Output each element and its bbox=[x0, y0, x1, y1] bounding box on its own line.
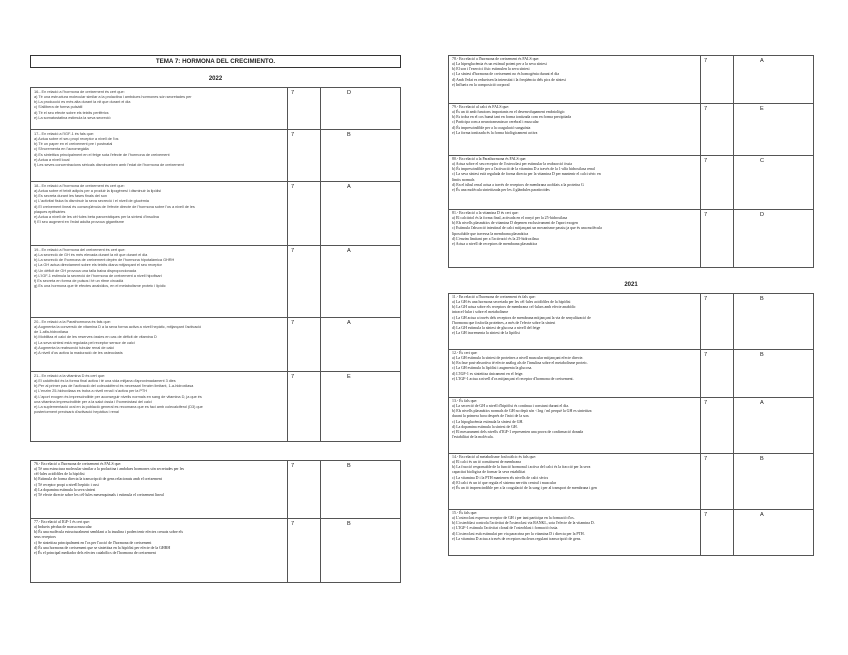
question-line: c) L'activitat física fa disminuir la seva secreció i el nivell de glucèmia bbox=[34, 198, 149, 204]
question-topic-number: 7 bbox=[288, 246, 321, 318]
question-line: b) La GH actua sobre els receptors de membrana cel·lulars amb efecte anabòlic bbox=[452, 305, 576, 310]
answer-letter: B bbox=[734, 454, 814, 510]
question-line: d) Es sintetitza principalment en el fetge sota l'efecte de l'hormona de creixement bbox=[34, 151, 170, 157]
question-row bbox=[31, 461, 401, 519]
question-line: 20.- En relació a la Parathormona és fals que: bbox=[34, 319, 111, 324]
question-line: d) L'aport exogen és imprescindible per aconseguir nivells normals en sang de vitamina D, ja que és bbox=[34, 393, 202, 399]
question-text bbox=[449, 156, 701, 210]
question-topic-number: 7 bbox=[701, 210, 734, 268]
question-row bbox=[449, 56, 814, 104]
questions-table-continued bbox=[448, 55, 814, 268]
question-line: e) La forma ionitzada és la forma biològicament activa bbox=[452, 130, 538, 135]
question-line: c) Se sintetitza principalment en l'os per l'acció de l'hormona de creixement bbox=[34, 540, 152, 545]
question-line: f) Es secreta en forma de pulsos i té un ritme circadià bbox=[34, 277, 124, 283]
question-line: d) És imprescindible per a la coagulació sanguínia bbox=[452, 125, 531, 130]
question-line: c) La GH actua directament sobre els teixits diana mitjançant el seu receptor bbox=[34, 262, 162, 268]
question-line: e) La vitamina D actua a través de receptors nuclears regulant transcripció de gens. bbox=[452, 536, 582, 541]
question-line: d) La dopamina estimula la síntesi de GH. bbox=[452, 424, 518, 429]
question-line: c) S'allibera de forma pulsàtil bbox=[34, 104, 83, 110]
question-topic-number: 7 bbox=[288, 318, 321, 372]
question-line: b) La producció es més alta durant la nit que durant el dia bbox=[34, 99, 131, 105]
question-line: c) Participa com a neurotransmissor cerebral i muscular bbox=[452, 120, 539, 125]
question-line: a) Augmenta la conversió de vitamina D a la seva forma activa a nivell hepàtic, mitjançant l'activació bbox=[34, 324, 202, 330]
questions-table-2021 bbox=[448, 293, 814, 556]
question-row bbox=[449, 104, 814, 156]
question-row bbox=[31, 519, 401, 583]
question-line: a) L'osteoclast expressa receptor de GH i per tant participa en la formació d'os. bbox=[452, 516, 575, 521]
question-row bbox=[449, 510, 814, 556]
question-topic-number: 7 bbox=[701, 510, 734, 556]
question-line: durant la primera hora després de l'inici de la son. bbox=[452, 414, 530, 419]
question-topic-number: 7 bbox=[288, 372, 321, 442]
question-line: e) El mesurament dels nivells d'IGF-1 representen una prova de confirmació donada bbox=[452, 429, 584, 434]
question-text bbox=[31, 461, 288, 519]
question-line: 12.- És cert que: bbox=[452, 351, 478, 355]
question-line: g) Es una hormona que té efectes anabòlics, en el metabolisme proteic i lipídic bbox=[34, 283, 166, 289]
question-text bbox=[31, 130, 288, 182]
question-text bbox=[31, 88, 288, 130]
answer-letter: A bbox=[321, 246, 401, 318]
question-line: e) Actua a nivell local bbox=[34, 156, 70, 162]
question-line: d) Té el seu efecte sobre els teixits perifèrics bbox=[34, 109, 109, 115]
question-topic-number: 7 bbox=[288, 519, 321, 583]
question-line: l'hormona que fosforila proteïnes, a més de l'efecte sobre la síntesi bbox=[452, 320, 556, 325]
question-line: f) Les seves concentracions séricals disminueixen amb l'edat de l'hormona de creixement bbox=[34, 161, 184, 167]
question-line: d) L'enzim limitant per a l'activació és la 25-hidroxilasa bbox=[452, 236, 539, 241]
question-text bbox=[31, 519, 288, 583]
question-line: e) Té efecte directe sobre les cèl·lules mesenquimals i estimula el creixement lineal bbox=[34, 492, 164, 497]
question-line: 13.- És fals que: bbox=[452, 399, 478, 403]
question-line: una vitamina imprescindible per a la salut òssia i l'homeòstasi del calci bbox=[34, 398, 152, 404]
answer-letter: E bbox=[321, 372, 401, 442]
left-rows-b bbox=[31, 461, 401, 583]
question-row bbox=[31, 318, 401, 372]
question-line: e) La somatostatina estimula la seva secreció bbox=[34, 114, 111, 120]
question-line: a) El calcitriol és la forma final, activada en el ronyó per la 25-hidroxilasa bbox=[452, 216, 568, 221]
question-line: 17.- En relació a l'IGF-1 és fals que: bbox=[34, 131, 95, 136]
question-line: d) En el túbul renal actua a través de receptors de membrana acoblats a la proteïna G bbox=[452, 182, 584, 187]
answer-letter: D bbox=[734, 210, 814, 268]
question-line: a) És un ió amb funcions importants en el desenvolupament embriològic bbox=[452, 110, 565, 115]
question-topic-number: 7 bbox=[288, 130, 321, 182]
questions-table-2022 bbox=[30, 87, 401, 442]
question-line: e) L'IGF-1 estimula la secreció de l'hormona de creixement a nivell hipofisari bbox=[34, 272, 162, 278]
question-line: b) Estimula de forma directa la transcripció de gens relacionats amb el creixement bbox=[34, 477, 162, 482]
question-topic-number: 7 bbox=[288, 182, 321, 246]
question-line: 14.- En relació al metabolisme fosfocàlcic és fals que: bbox=[452, 455, 537, 459]
question-text bbox=[449, 210, 701, 268]
question-text bbox=[31, 318, 288, 372]
question-line: e) És una molècula sintetitzada per les 4 glàndules paratiroides bbox=[452, 187, 550, 192]
answer-letter: A bbox=[734, 56, 814, 104]
question-line: 76.- En relació a l'hormona de creixement és FALS que: bbox=[34, 462, 122, 466]
question-topic-number: 7 bbox=[701, 294, 734, 350]
question-text bbox=[449, 510, 701, 556]
question-topic-number: 7 bbox=[701, 350, 734, 398]
question-topic-number: 7 bbox=[288, 88, 321, 130]
question-line: 81.- En relació a la vitamina D és cert que: bbox=[452, 211, 519, 215]
answer-letter: A bbox=[321, 318, 401, 372]
question-line: d) L'IGF-1 es sintetitza únicament en el fetge. bbox=[452, 371, 524, 376]
question-line: f) El seu augment en l'edat adulta provoca gigantisme bbox=[34, 219, 125, 225]
question-line: a) Indueix pèrdua de massa muscular bbox=[34, 525, 92, 530]
question-row bbox=[449, 454, 814, 510]
question-topic-number: 7 bbox=[701, 104, 734, 156]
right-exam-page bbox=[448, 55, 814, 556]
answer-letter: A bbox=[734, 398, 814, 454]
question-row bbox=[31, 246, 401, 318]
question-topic-number: 7 bbox=[701, 56, 734, 104]
answer-letter: A bbox=[734, 510, 814, 556]
question-topic-number: 7 bbox=[288, 461, 321, 519]
question-line: a) Actua sobre el teixit adipós per a produir la lipogènesi i disminuir la lipòlisi bbox=[34, 188, 161, 194]
question-line: 16.- En relació a l'hormona de creixement és cert que: bbox=[34, 89, 125, 94]
question-row bbox=[449, 210, 814, 268]
question-line: intracel·lular i sobre el metabolisme bbox=[452, 310, 509, 315]
question-line: a) La hiperglucèmia és un estímul potent per a la seva síntesi bbox=[452, 62, 547, 67]
question-line: b) L'osteoblast controla l'activitat de l'osteoclast via RANKL, sota l'efecte de la vitamina D. bbox=[452, 521, 595, 526]
question-line: e) A nivell d'os activa la maduració de les osteoclasts bbox=[34, 349, 123, 355]
question-line: c) La seva síntesi està regulada de forma directa per la vitamina D per mantenir el calci sèric en bbox=[452, 172, 601, 177]
page-title: TEMA 7: HORMONA DEL CRECIMIENTO. bbox=[30, 55, 401, 68]
question-line: d) El creixement lineal és conseqüència de l'efecte directe de l'hormona sobre l'os a nivell de les bbox=[34, 203, 195, 209]
question-line: d) Amb l'edat es redueixen la intensitat i la freqüència dels pics de síntesi bbox=[452, 77, 566, 82]
question-line: 18.- En relació a l'hormona de creixement és cert que: bbox=[34, 183, 125, 188]
question-line: c) Estimula l'absorció intestinal de calci mitjançant un mecanisme passiu ja que és una molècula bbox=[452, 226, 602, 231]
question-line: a) Actua sobre el seu receptor de l'osteoclast per estimular la reabsorció òssia bbox=[452, 162, 572, 167]
question-topic-number: 7 bbox=[701, 454, 734, 510]
question-line: a) Té una estructura molecular similar a la prolactina i ambdues hormones són secretades per bbox=[34, 94, 192, 100]
question-line: 77.- En relació al IGF-1 és cert que: bbox=[34, 520, 90, 524]
question-line: b) Els nivells plasmàtics de vitamina D depenen exclusivament de l'aport exogen bbox=[452, 221, 578, 226]
question-line: c) La hipoglucèmia estimula la síntesi de GH. bbox=[452, 419, 524, 424]
question-line: e) Actua a nivell de receptors de membrana plasmàtica bbox=[452, 241, 538, 246]
question-line: b) Té un paper en el creixement pre i postnatal bbox=[34, 141, 113, 147]
question-line: a) La secreció de GH a nivell d'hipòfisi és contínua i constant durant el dia. bbox=[452, 404, 570, 409]
question-line: b) És imprescindible per a l'activació de la vitamina D a través de la 1-alfa hidroxilasa renal bbox=[452, 167, 595, 172]
question-line: d) Augmenta la reabsorció tubular renal de calci bbox=[34, 344, 114, 350]
question-line: 19.- En relació a l'hormona del creixement és cert que: bbox=[34, 247, 126, 252]
question-line: 79.- En relació al calci és FALS que: bbox=[452, 105, 510, 109]
question-line: c) La GH estimula la lipòlisi i augmenta la glucosa. bbox=[452, 366, 533, 371]
question-line: d) La dopamina estimula la seva síntesi bbox=[34, 487, 96, 492]
question-row bbox=[449, 350, 814, 398]
question-line: b) Es troba en el cos humà tant en forma ionitzada com en forma precipitada bbox=[452, 115, 572, 120]
answer-letter: B bbox=[734, 350, 814, 398]
question-line: c) L'enzim 25-hidroxilasa es troba a nivell renal i s'activa per la PTH bbox=[34, 388, 147, 394]
question-row bbox=[31, 88, 401, 130]
question-line: c) La síntesi d'hormona de creixement no és homogènia durant el dia bbox=[452, 72, 560, 77]
question-line: posteriorment precisarà d'activació hepàtica i renal bbox=[34, 409, 119, 415]
question-line: a) El calci és un ió constituent de membrana bbox=[452, 460, 521, 465]
question-topic-number: 7 bbox=[701, 398, 734, 454]
question-line: d) Un dèficit de GH provoca una talla baixa disproporcionada bbox=[34, 267, 137, 273]
question-line: e) És el principal mediador dels efectes catabòlics de l'hormona de creixement bbox=[34, 550, 156, 555]
question-line: b) La fracció responsable de la funció hormonal i activa del calci és la fracció per la seva bbox=[452, 465, 591, 470]
right-rows-bottom bbox=[449, 294, 814, 556]
left-rows-a bbox=[31, 88, 401, 442]
question-text bbox=[449, 398, 701, 454]
question-topic-number: 7 bbox=[701, 156, 734, 210]
question-line: e) La suplementació oral en la població general es recomana que es faci amb colecalciferol (D3) que bbox=[34, 403, 203, 409]
question-line: c) La vitamina D i la PTH mantenen els nivells de calci sèrics bbox=[452, 475, 549, 480]
question-line: d) L'osteoclast està estimulat per via paracrina per la vitamina D i directa per la PTH. bbox=[452, 531, 585, 536]
question-line: d) El calci és un ió que regula el sistema nerviós central i muscular bbox=[452, 480, 557, 485]
question-line: d) La GH estimula la síntesi de glucosa a nivell del fetge bbox=[452, 325, 541, 330]
question-row bbox=[449, 294, 814, 350]
question-line: c) L'IGF-1 estimula l'activitat clonal de l'osteoblast i formació òssia. bbox=[452, 526, 559, 531]
question-line: b) Per al primer pas de l'activació del colecalciferol és necessari l'enzim limitant, 1-a-hidroxilasa bbox=[34, 383, 194, 389]
question-line: 78.- En relació a l'hormona de creixement és FALS que: bbox=[452, 57, 540, 61]
answer-letter: C bbox=[734, 156, 814, 210]
question-line: cèl·lules acidòfiles de la hipòfisi bbox=[34, 472, 85, 477]
question-line: capacitat biològica de formar la seva estabilitat bbox=[452, 470, 526, 475]
question-row bbox=[31, 130, 401, 182]
question-line: 11.- En relació a l'hormona de creixement és fals que: bbox=[452, 295, 536, 299]
question-line: a) La GH estimula la síntesi de proteïnes a nivell muscular mitjançant efecte directe. bbox=[452, 356, 584, 361]
answer-letter: B bbox=[321, 519, 401, 583]
question-line: b) Es secreta durant les fases finals del son bbox=[34, 193, 108, 199]
question-line: l'estabilitat de la molècula. bbox=[452, 435, 494, 440]
question-line: a) La secreció de GH és més elevada durant la nit que durant el dia bbox=[34, 252, 148, 258]
question-line: 80.- En relació a la Parathormona és FALS que: bbox=[452, 157, 527, 161]
question-line: b) En fase post-absortiva té efecte anàlog als de l'insulina sobre el metabolisme proteic. bbox=[452, 361, 588, 366]
question-text bbox=[449, 104, 701, 156]
question-line: b) Mobilitza el calci de les reserves òssies en cas de dèficit de vitamina D bbox=[34, 334, 157, 340]
question-row bbox=[449, 398, 814, 454]
question-line: e) L'IGF-1 actua a nivell d'os mitjançant el receptor d'hormona de creixement. bbox=[452, 376, 574, 381]
question-line: a) El calcifediol és la forma final activa i té una vida mitjana d'aproximadament 3 dies bbox=[34, 378, 176, 384]
left-exam-page bbox=[30, 55, 401, 583]
question-line: c) La GH actua a través dels receptors de membrana mitjançant la via de senyalització de bbox=[452, 315, 591, 320]
question-text bbox=[449, 454, 701, 510]
question-line: c) Té receptor propi a nivell hepàtic i ossi bbox=[34, 482, 99, 487]
question-line: d) És una hormona de creixement que se sintetitza en la hipòfisi per efecte de la GHRH bbox=[34, 545, 171, 550]
answer-letter: D bbox=[321, 88, 401, 130]
answer-letter: B bbox=[734, 294, 814, 350]
question-text bbox=[31, 182, 288, 246]
question-line: a) Actua sobre el seu propi receptor a nivell de l'os bbox=[34, 136, 119, 142]
answer-letter: A bbox=[321, 182, 401, 246]
question-line: b) És una molècula estructuralment semblant a la insulina i poden tenir efectes creuats sobre els bbox=[34, 530, 183, 535]
question-line: 21.- En relació a la vitamina D és cert que: bbox=[34, 373, 106, 378]
question-line: límits normals bbox=[452, 177, 475, 182]
question-line: plaques epifisàries bbox=[34, 208, 66, 214]
question-text bbox=[449, 350, 701, 398]
question-line: c) S'incrementa en l'acromegàlia bbox=[34, 146, 89, 152]
question-row bbox=[449, 156, 814, 210]
question-line: b) La secreció de l'hormona de creixement depèn de l'hormona hipotalàmica GHRH bbox=[34, 257, 175, 263]
right-rows-top bbox=[449, 56, 814, 268]
question-text bbox=[449, 56, 701, 104]
question-line: liposoluble que travessa la membrana plasmàtica bbox=[452, 231, 529, 236]
question-line: e) És un ió imprescindible per a la coagulació de la sang i per al transport de membrana i gen bbox=[452, 485, 597, 490]
question-line: e) Actua a nivell de les cèl·lules beta pancreàtiques per la síntesi d'insulina bbox=[34, 213, 159, 219]
question-line: seus receptors bbox=[34, 535, 56, 540]
question-line: a) Té una estructura molecular similar a la prolactina i ambdues hormones són secretades per les bbox=[34, 467, 184, 472]
answer-letter: B bbox=[321, 130, 401, 182]
question-text bbox=[31, 246, 288, 318]
question-line: de 1-alfa-hidroxilasa bbox=[34, 329, 68, 335]
year-heading-2021: 2021 bbox=[624, 282, 638, 288]
question-line: e) La GH incrementa la síntesi de la lipòlisi bbox=[452, 331, 520, 336]
question-text bbox=[31, 372, 288, 442]
answer-letter: E bbox=[734, 104, 814, 156]
question-row bbox=[31, 372, 401, 442]
answer-letter: B bbox=[321, 461, 401, 519]
year-heading-2022: 2022 bbox=[208, 76, 223, 82]
questions-table-2022-b bbox=[30, 460, 401, 583]
question-line: 15.- És fals que: bbox=[452, 511, 478, 515]
question-row bbox=[31, 182, 401, 246]
question-line: b) El son i l'exercici físic estimulen la seva síntesi bbox=[452, 67, 530, 72]
question-line: a) La GH és una hormona secretada per les cèl·lules acidòfiles de la hipòfisi bbox=[452, 300, 571, 305]
question-text bbox=[449, 294, 701, 350]
question-line: b) Els nivells plasmàtics normals de GH no depà són <1ng / ml perquè la GH es sintetitza bbox=[452, 409, 592, 414]
question-line: e) Influeix en la composició corporal bbox=[452, 82, 510, 87]
question-line: c) La seva síntesi està regulada pel receptor sensor de calci bbox=[34, 339, 135, 345]
